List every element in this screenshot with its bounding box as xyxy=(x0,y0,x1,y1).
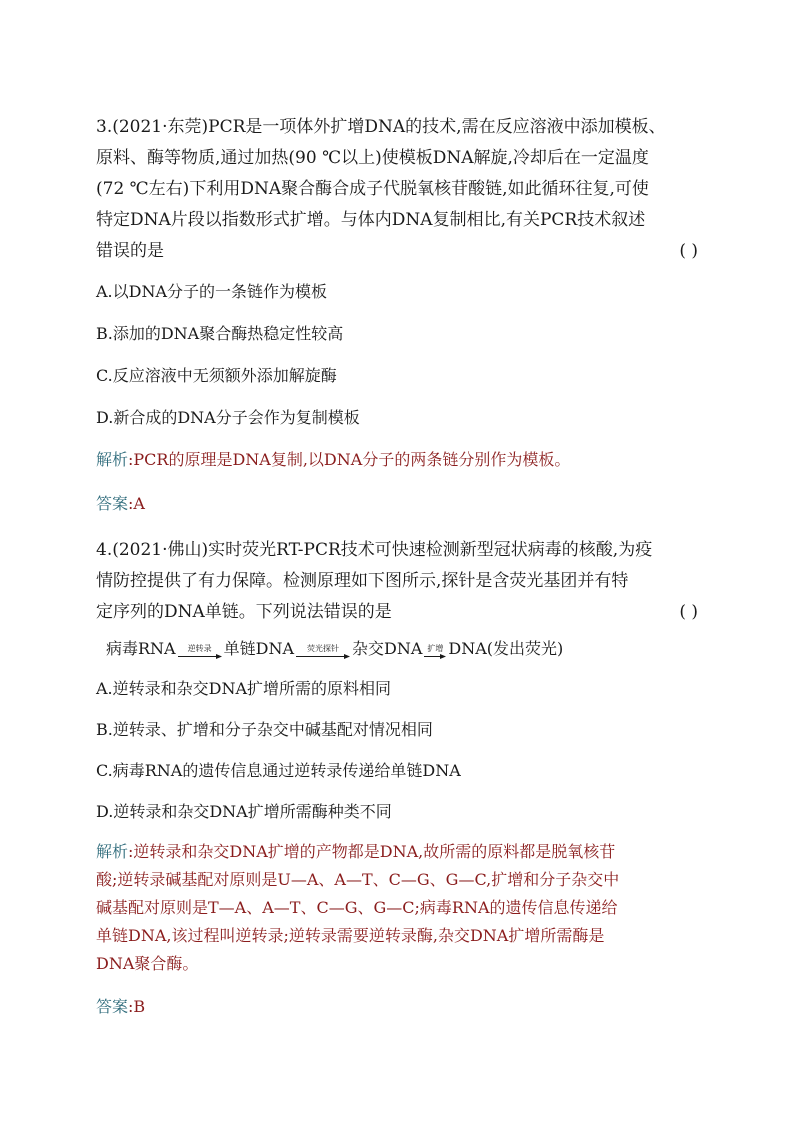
option-c: C.病毒RNA的遗传信息通过逆转录传递给单链DNA xyxy=(96,761,461,780)
flow-arrow xyxy=(178,644,222,660)
answer xyxy=(96,493,700,515)
answer-label: 答案 xyxy=(96,997,129,1016)
explanation xyxy=(96,838,700,978)
stem-line: 3.(2021·东莞)PCR是一项体外扩增DNA的技术,需在反应溶液中添加模板、 xyxy=(96,117,666,137)
stem-line: (72 ℃左右)下利用DNA聚合酶合成子代脱氧核苷酸链,如此循环往复,可使 xyxy=(96,179,649,199)
arrow-right-icon xyxy=(424,653,446,660)
question-3-stem xyxy=(96,112,700,267)
explanation-text: 单链DNA,该过程叫逆转录;逆转录需要逆转录酶,杂交DNA扩增所需酶是 xyxy=(96,926,605,945)
explanation-label: 解析 xyxy=(96,842,129,861)
explanation-text: :PCR的原理是DNA复制,以DNA分子的两条链分别作为模板。 xyxy=(128,450,571,469)
document-page xyxy=(96,112,700,1018)
explanation-text: 碱基配对原则是T—A、A—T、C—G、G—C;病毒RNA的遗传信息传递给 xyxy=(96,898,618,917)
question-3 xyxy=(96,112,700,515)
option-d: D.新合成的DNA分子会作为复制模板 xyxy=(96,408,360,427)
flow-node-virus-rna: 病毒RNA xyxy=(106,639,176,658)
arrow-label: 荧光探针 xyxy=(307,644,339,653)
arrow-label: 扩增 xyxy=(427,644,444,653)
flow-arrow xyxy=(296,644,350,660)
option-a: A.逆转录和杂交DNA扩增所需的原料相同 xyxy=(96,679,392,698)
flow-node-hybrid-dna: 杂交DNA xyxy=(352,639,423,658)
arrow-right-icon xyxy=(178,653,222,660)
option-b: B.逆转录、扩增和分子杂交中碱基配对情况相同 xyxy=(96,720,433,739)
explanation-text: 酸;逆转录碱基配对原则是U—A、A—T、C—G、G—C,扩增和分子杂交中 xyxy=(96,870,620,889)
explanation-text: :逆转录和杂交DNA扩增的产物都是DNA,故所需的原料都是脱氧核苷 xyxy=(128,842,616,861)
explanation-text: DNA聚合酶。 xyxy=(96,954,199,973)
answer xyxy=(96,996,700,1018)
stem-line: 原料、酶等物质,通过加热(90 ℃以上)使模板DNA解旋,冷却后在一定温度 xyxy=(96,148,649,168)
stem-line: 错误的是 xyxy=(96,241,164,261)
question-4 xyxy=(96,535,700,1018)
stem-line: 特定DNA片段以指数形式扩增。与体内DNA复制相比,有关PCR技术叙述 xyxy=(96,210,646,230)
question-4-stem xyxy=(96,535,700,628)
explanation xyxy=(96,446,700,474)
answer-parenthesis: ( ) xyxy=(679,602,698,622)
option-a: A.以DNA分子的一条链作为模板 xyxy=(96,282,328,301)
flow-node-dna-fluorescent: DNA(发出荧光) xyxy=(448,639,564,658)
explanation-label: 解析 xyxy=(96,450,129,469)
option-d: D.逆转录和杂交DNA扩增所需酶种类不同 xyxy=(96,802,392,821)
answer-value: :A xyxy=(128,494,145,513)
answer-value: :B xyxy=(128,997,146,1016)
stem-line: 4.(2021·佛山)实时荧光RT-PCR技术可快速检测新型冠状病毒的核酸,为疫 xyxy=(96,540,653,560)
stem-line: 情防控提供了有力保障。检测原理如下图所示,探针是含荧光基团并有特 xyxy=(96,571,629,591)
process-flow-diagram xyxy=(96,638,700,660)
flow-arrow xyxy=(424,644,446,660)
stem-line: 定序列的DNA单链。下列说法错误的是 xyxy=(96,602,392,622)
flow-node-single-dna: 单链DNA xyxy=(223,639,294,658)
arrow-label: 逆转录 xyxy=(187,644,212,653)
answer-label: 答案 xyxy=(96,494,129,513)
arrow-right-icon xyxy=(296,653,350,660)
option-b: B.添加的DNA聚合酶热稳定性较高 xyxy=(96,324,344,343)
answer-parenthesis: ( ) xyxy=(679,241,698,261)
option-c: C.反应溶液中无须额外添加解旋酶 xyxy=(96,366,337,385)
